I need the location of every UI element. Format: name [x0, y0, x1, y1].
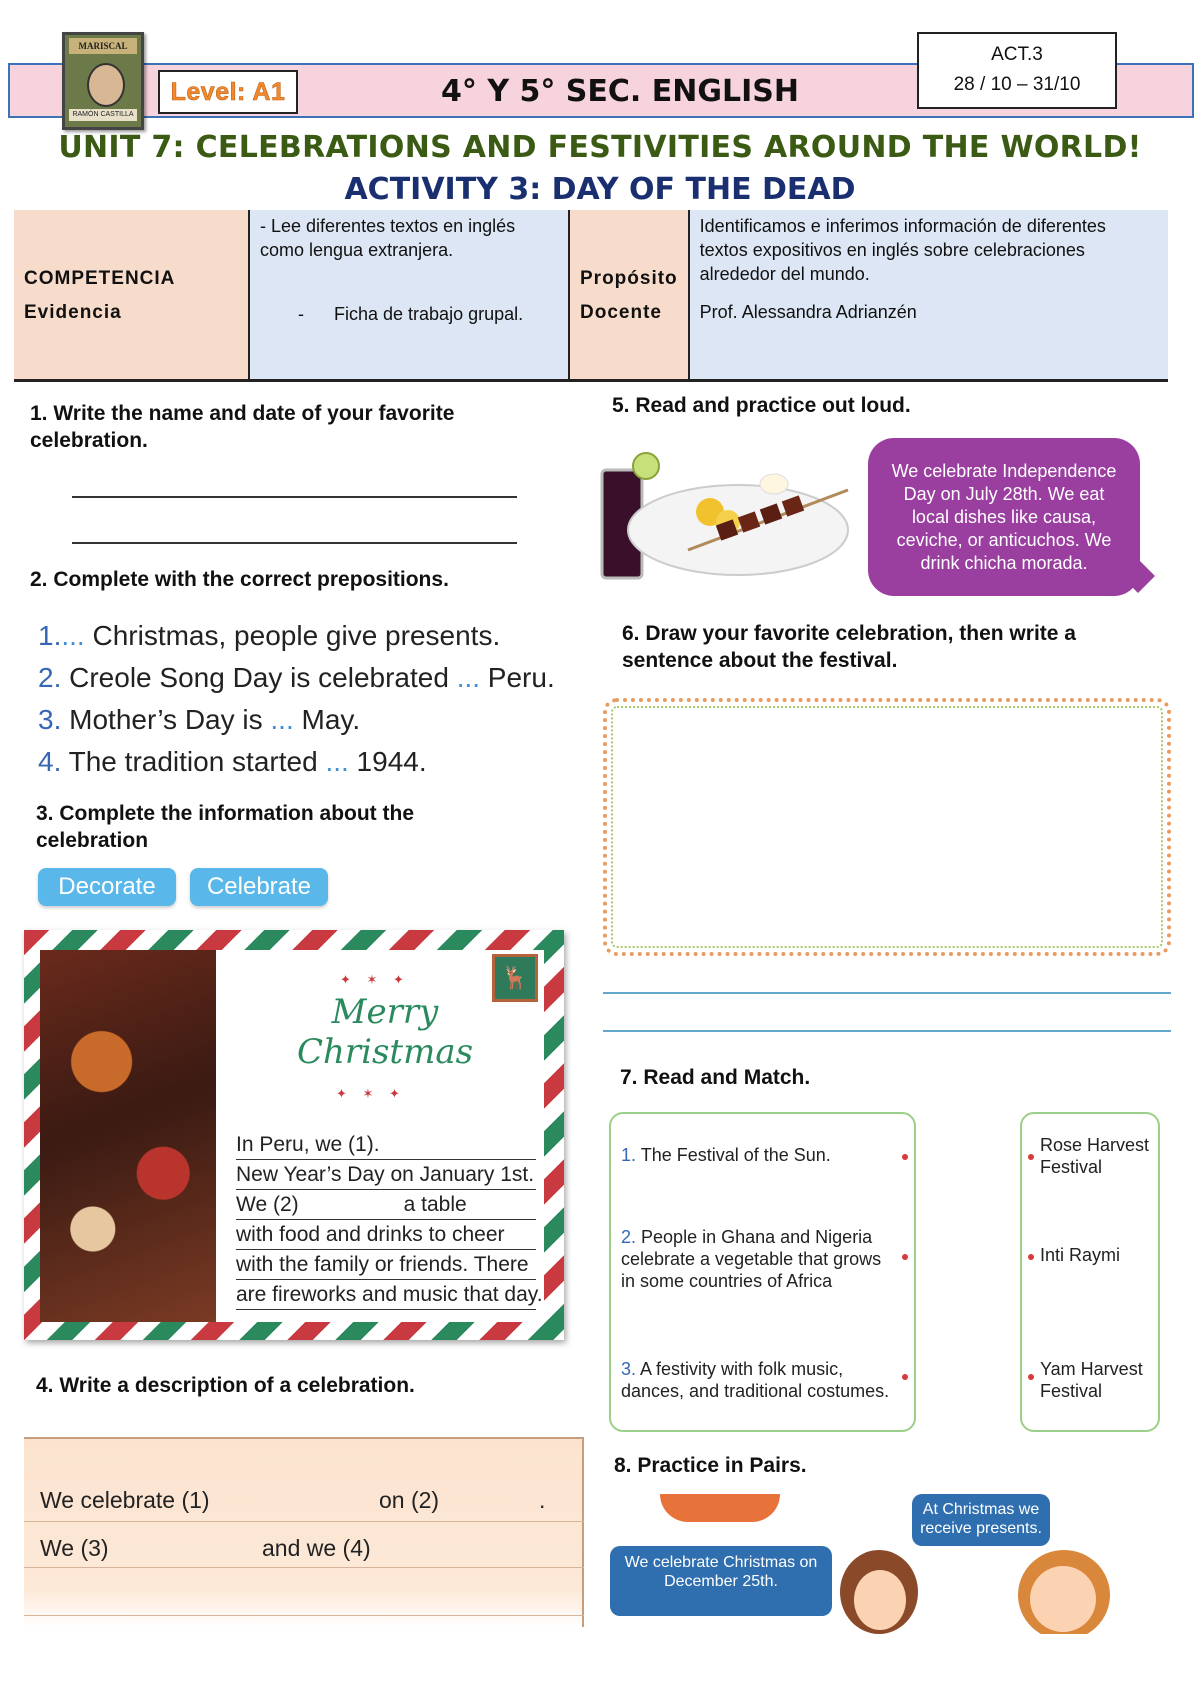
- q4-line2-start: We (3): [40, 1535, 109, 1561]
- girl-face-icon: [854, 1570, 906, 1630]
- q3-title: 3. Complete the information about the celebration: [36, 802, 415, 852]
- q4-line1-mid: on (2): [379, 1487, 440, 1513]
- q4-line1-end: .: [539, 1487, 546, 1513]
- item-text: The Festival of the Sun.: [640, 1145, 831, 1165]
- item-text: Creole Song Day is celebrated: [61, 662, 457, 693]
- greeting-line-1: Merry: [331, 992, 439, 1032]
- card-line: In Peru, we (1).: [236, 1130, 536, 1160]
- item-text: Christmas, people give presents.: [84, 620, 501, 651]
- christmas-dinner-photo: [40, 950, 216, 1322]
- q1-answer-line-1[interactable]: [72, 496, 517, 498]
- decorate-word-button[interactable]: Decorate: [38, 868, 176, 906]
- kid-hat-icon: [660, 1494, 780, 1522]
- competencia-value: - Lee diferentes textos en inglés como lengua extranjera.: [249, 210, 569, 298]
- blank[interactable]: ...: [325, 746, 349, 777]
- christmas-postcard: [24, 930, 564, 1340]
- info-table: [14, 210, 1168, 382]
- q7-title: 7. Read and Match.: [620, 1066, 811, 1089]
- description-notepad: [24, 1437, 584, 1627]
- card-line: We (2) a table: [236, 1190, 536, 1220]
- match-right-column: [1020, 1112, 1160, 1432]
- q4-line1-start: We celebrate (1): [40, 1487, 210, 1513]
- item-text: A festivity with folk music, dances, and traditional costumes.: [621, 1359, 890, 1401]
- q2-item: [38, 662, 558, 704]
- school-logo: [62, 32, 144, 130]
- practice-pairs-illustration: [610, 1494, 1170, 1634]
- q4-line2-mid: and we (4): [262, 1535, 371, 1561]
- christmas-speech-bubble-left: We celebrate Christmas on December 25th.: [610, 1546, 832, 1616]
- card-line: with food and drinks to cheer: [236, 1220, 536, 1250]
- q2-item: [38, 746, 558, 788]
- match-left-item: [621, 1226, 891, 1292]
- q6-sentence-line-2[interactable]: [603, 1030, 1171, 1032]
- note-line: [24, 1567, 584, 1568]
- item-text: The tradition started: [61, 746, 326, 777]
- logo-top-text: MARISCAL: [69, 38, 137, 54]
- match-dot[interactable]: [902, 1254, 908, 1260]
- card-line: are fireworks and music that day.: [236, 1280, 536, 1310]
- match-dot[interactable]: [1028, 1254, 1034, 1260]
- docente-label: Docente: [580, 302, 662, 323]
- boy-face-icon: [1030, 1566, 1096, 1632]
- card-line: with the family or friends. There: [236, 1250, 536, 1280]
- q2-list: [38, 620, 558, 788]
- blank[interactable]: ...: [61, 620, 85, 651]
- match-right-item: Inti Raymi: [1040, 1245, 1121, 1265]
- docente-value: Prof. Alessandra Adrianzén: [689, 298, 1168, 380]
- q6-title: 6. Draw your favorite celebration, then write a sentence about the festival.: [622, 622, 1076, 672]
- match-left-item: [621, 1358, 901, 1402]
- activity-title: ACTIVITY 3: DAY OF THE DEAD: [344, 172, 856, 207]
- act-label: ACT.3: [991, 44, 1043, 65]
- item-text: People in Ghana and Nigeria celebrate a vegetable that grows in some countries of Africa: [621, 1227, 882, 1291]
- q8-title: 8. Practice in Pairs.: [614, 1454, 807, 1477]
- evidencia-label: Evidencia: [24, 302, 122, 323]
- celebrate-word-button[interactable]: Celebrate: [190, 868, 328, 906]
- greeting-line-2: Christmas: [296, 1032, 474, 1072]
- logo-banner-text: RAMÓN CASTILLA: [69, 109, 137, 121]
- item-text-end: May.: [293, 704, 361, 735]
- item-text-end: 1944.: [348, 746, 427, 777]
- unit-title: UNIT 7: CELEBRATIONS AND FESTIVITIES AROUND THE WORLD!: [58, 130, 1142, 165]
- proposito-label: Propósito: [580, 268, 678, 289]
- card-line: New Year’s Day on January 1st.: [236, 1160, 536, 1190]
- match-right-item: Yam Harvest Festival: [1040, 1359, 1143, 1401]
- snowflake-decoration-icon: ✦ ✶ ✦: [340, 972, 410, 987]
- independence-day-speech-bubble: We celebrate Independence Day on July 28th. We eat local dishes like causa, ceviche, or anticuchos. We drink chicha morada.: [868, 438, 1140, 596]
- competencia-label: COMPETENCIA: [24, 268, 176, 289]
- anticuchos-chicha-illustration: [598, 450, 853, 585]
- q1-title: 1. Write the name and date of your favorite celebration.: [30, 402, 455, 452]
- item-number: 3.: [38, 704, 62, 735]
- note-line: [24, 1615, 584, 1616]
- portrait-icon: [87, 63, 125, 107]
- item-number: 4.: [38, 746, 62, 777]
- note-line: [24, 1521, 584, 1522]
- match-dot[interactable]: [902, 1154, 908, 1160]
- match-dot[interactable]: [1028, 1154, 1034, 1160]
- proposito-value: Identificamos e inferimos información de diferentes textos expositivos en inglés sobre celebraciones alrededor del mundo.: [689, 210, 1168, 298]
- match-right-item: Rose Harvest Festival: [1040, 1135, 1150, 1177]
- blank[interactable]: ...: [270, 704, 294, 735]
- merry-christmas-greeting: [295, 992, 475, 1072]
- postcard-text: [236, 1130, 543, 1310]
- christmas-speech-bubble-right: At Christmas we receive presents.: [912, 1494, 1050, 1546]
- item-number: 2.: [621, 1227, 637, 1247]
- match-left-item: [621, 1144, 891, 1166]
- snowflake-decoration-icon: ✦ ✶ ✦: [336, 1086, 406, 1101]
- drawing-area[interactable]: [603, 698, 1171, 956]
- item-number: 1.: [38, 620, 62, 651]
- item-number: 2.: [38, 662, 62, 693]
- course-title: 4° Y 5° SEC. ENGLISH: [441, 74, 799, 109]
- q4-title: 4. Write a description of a celebration.: [36, 1374, 415, 1397]
- level-badge: Level: A1: [158, 70, 298, 114]
- item-text: Mother’s Day is: [61, 704, 271, 735]
- item-text-end: Peru.: [480, 662, 555, 693]
- match-dot[interactable]: [1028, 1374, 1034, 1380]
- match-dot[interactable]: [902, 1374, 908, 1380]
- item-number: 3.: [621, 1359, 637, 1379]
- q2-item: [38, 620, 558, 662]
- evidencia-value: - Ficha de trabajo grupal.: [249, 298, 569, 380]
- q2-title: 2. Complete with the correct prepositions.: [30, 568, 449, 591]
- act-dates: 28 / 10 – 31/10: [953, 74, 1081, 95]
- blank[interactable]: ...: [456, 662, 481, 693]
- reindeer-stamp-icon: 🦌: [492, 954, 538, 1002]
- item-number: 1.: [621, 1145, 637, 1165]
- q1-answer-line-2[interactable]: [72, 542, 517, 544]
- activity-box: [917, 32, 1117, 109]
- postcard-body: [40, 950, 544, 1322]
- q5-title: 5. Read and practice out loud.: [612, 394, 911, 417]
- q2-item: [38, 704, 558, 746]
- match-left-column: [609, 1112, 916, 1432]
- q6-sentence-line-1[interactable]: [603, 992, 1171, 994]
